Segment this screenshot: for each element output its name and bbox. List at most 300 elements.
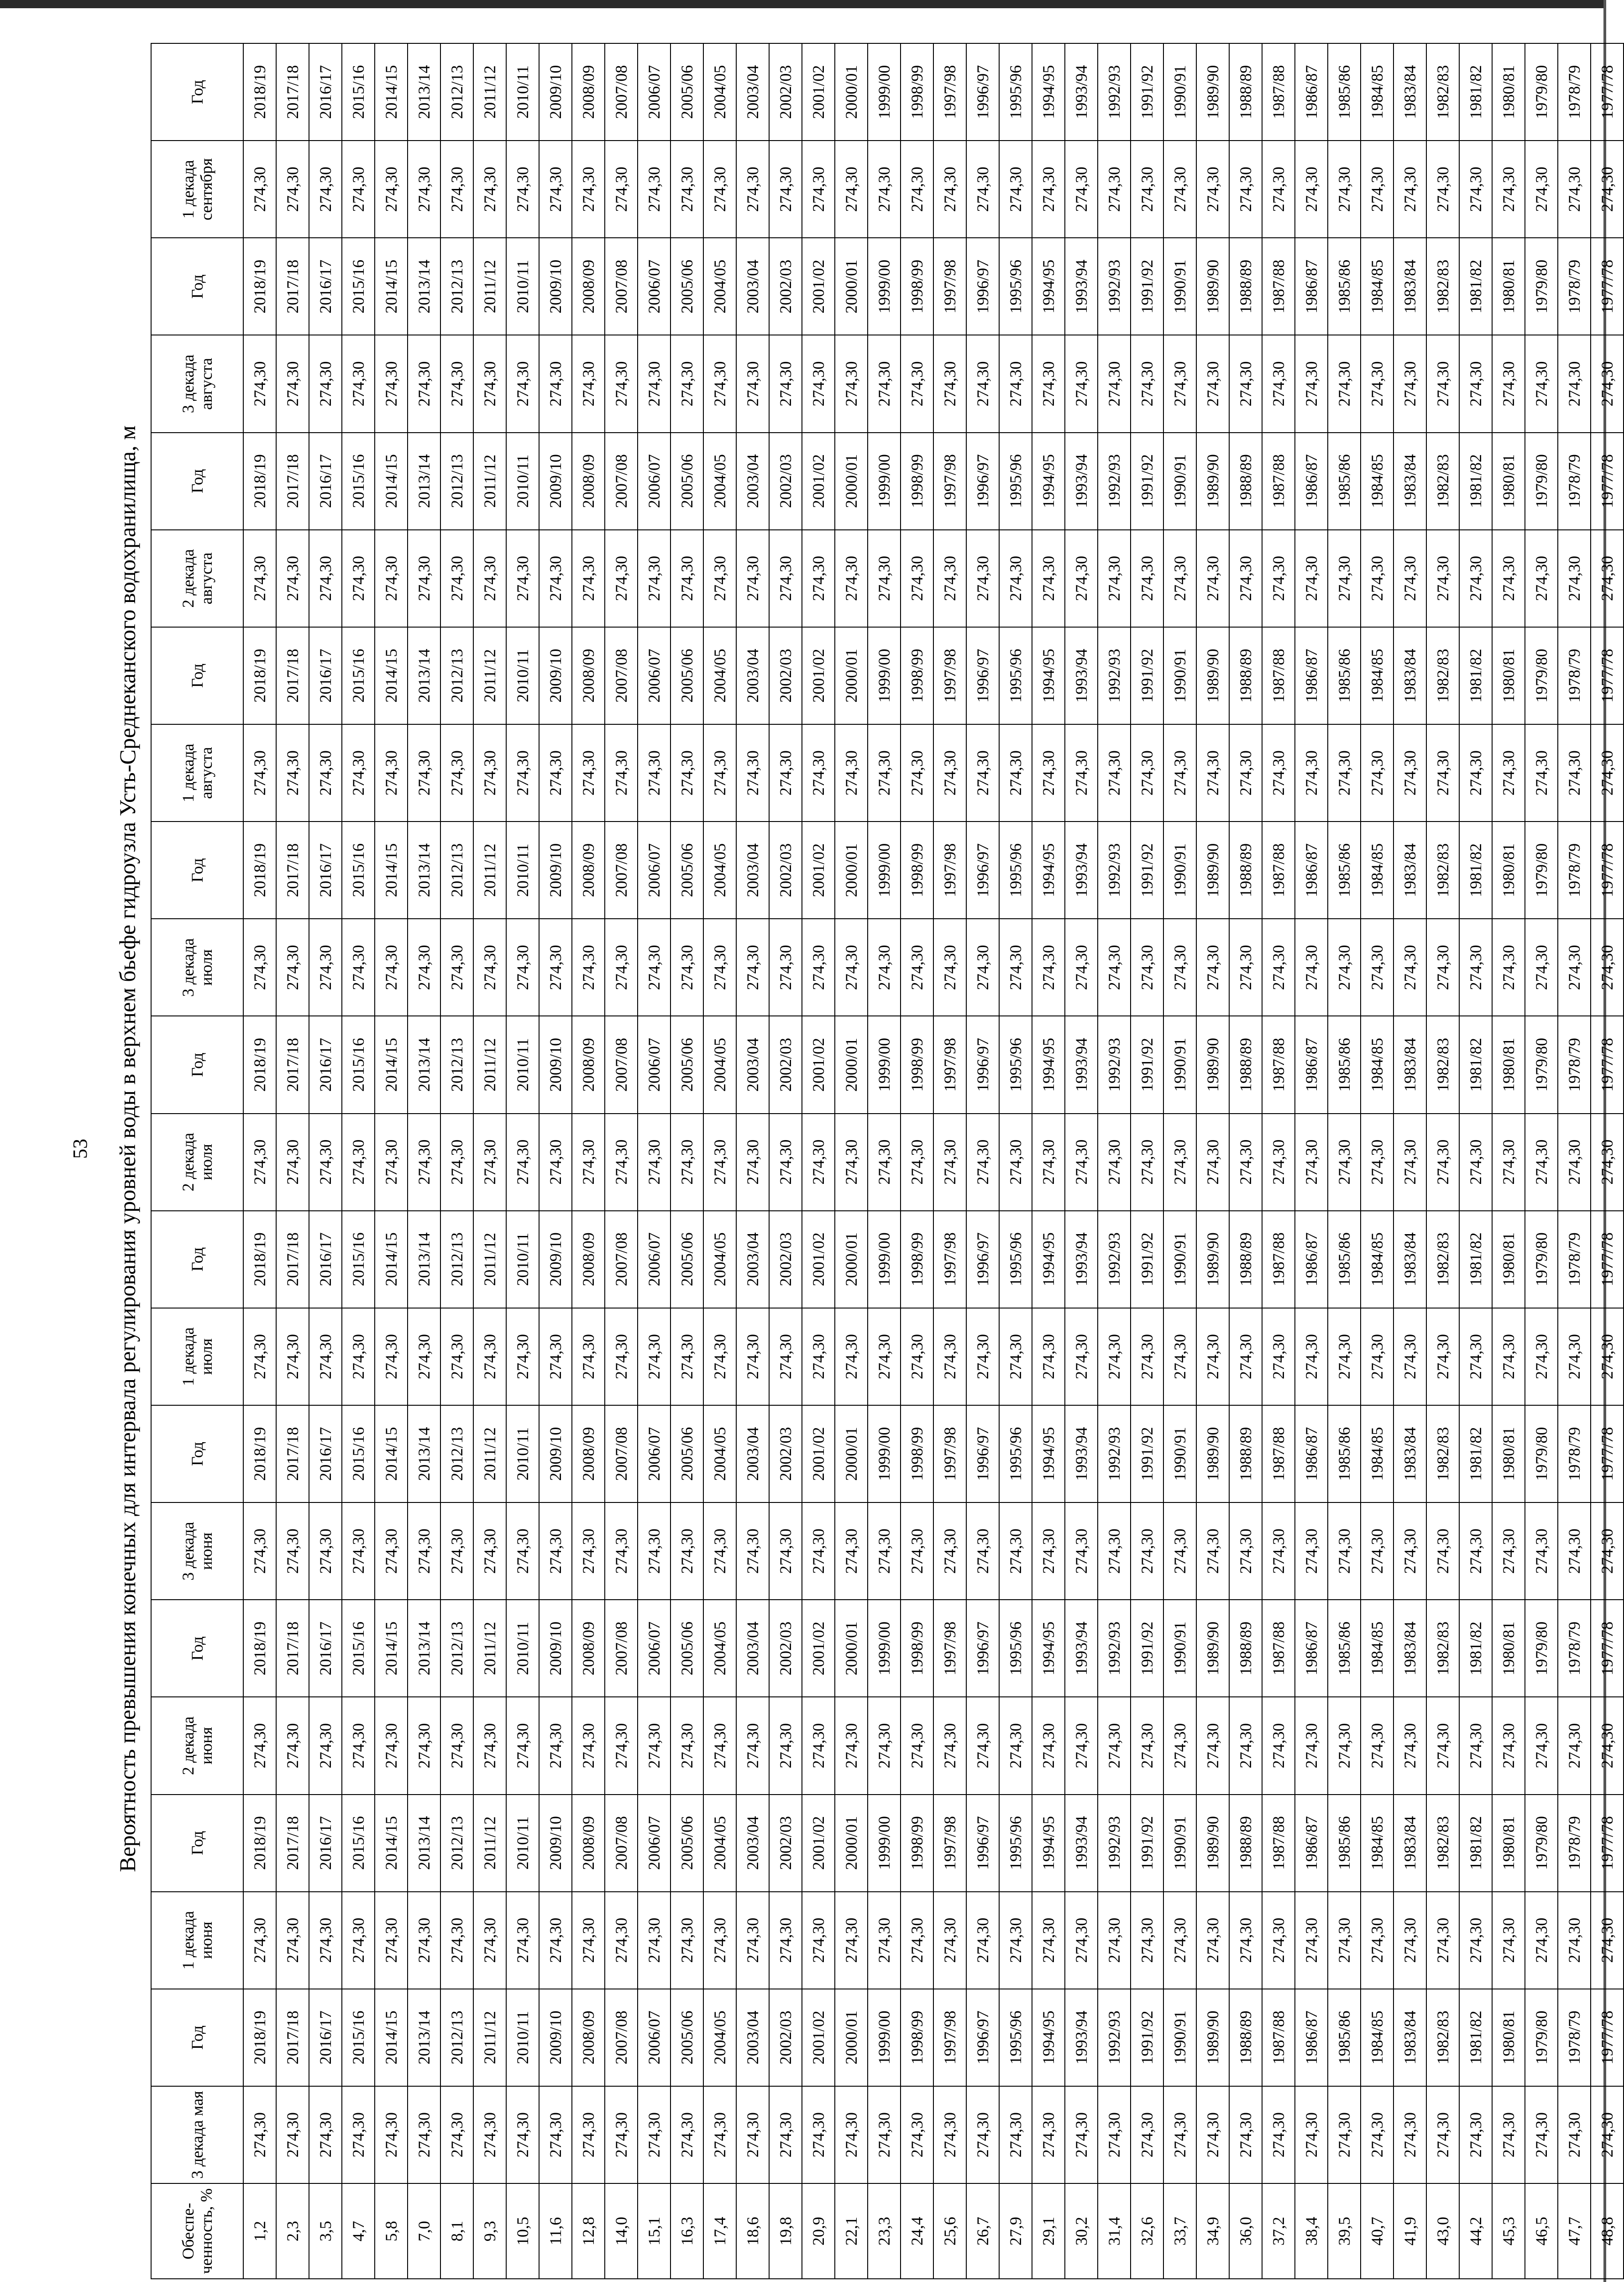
level-cell: 274,30 bbox=[1459, 1114, 1492, 1211]
level-cell: 274,30 bbox=[539, 919, 572, 1016]
level-cell: 274,30 bbox=[1558, 530, 1591, 627]
level-cell: 274,30 bbox=[1065, 724, 1098, 822]
year-cell: 1998/99 bbox=[901, 1795, 933, 1892]
year-cell: 1981/82 bbox=[1459, 627, 1492, 724]
supply-cell: 36,0 bbox=[1229, 2183, 1262, 2279]
year-cell: 2002/03 bbox=[769, 1016, 802, 1113]
level-cell: 274,30 bbox=[933, 335, 966, 432]
level-cell: 274,30 bbox=[1525, 335, 1558, 432]
level-cell: 274,30 bbox=[736, 1114, 769, 1211]
level-cell: 274,30 bbox=[1229, 1892, 1262, 1989]
year-cell: 1995/96 bbox=[999, 1405, 1032, 1502]
year-cell: 2009/10 bbox=[539, 1795, 572, 1892]
year-cell: 1993/94 bbox=[1065, 1989, 1098, 2086]
year-cell: 1985/86 bbox=[1328, 1405, 1361, 1502]
year-cell: 1990/91 bbox=[1163, 433, 1196, 530]
level-cell: 274,30 bbox=[1525, 919, 1558, 1016]
level-cell: 274,30 bbox=[736, 919, 769, 1016]
year-cell: 1981/82 bbox=[1459, 433, 1492, 530]
table-row bbox=[868, 43, 901, 2279]
level-cell: 274,30 bbox=[835, 1502, 868, 1600]
level-cell: 274,30 bbox=[671, 2086, 703, 2183]
level-cell: 274,30 bbox=[802, 1114, 835, 1211]
level-cell: 274,30 bbox=[1295, 335, 1328, 432]
level-cell: 274,30 bbox=[1361, 724, 1393, 822]
year-cell: 2000/01 bbox=[835, 238, 868, 335]
year-cell: 1989/90 bbox=[1196, 1989, 1229, 2086]
year-cell: 1983/84 bbox=[1393, 1989, 1426, 2086]
level-cell: 274,30 bbox=[572, 1308, 605, 1405]
level-cell: 274,30 bbox=[736, 530, 769, 627]
year-cell: 1997/98 bbox=[933, 1989, 966, 2086]
year-cell: 1997/98 bbox=[933, 1600, 966, 1697]
level-cell: 274,30 bbox=[999, 141, 1032, 238]
year-cell: 2007/08 bbox=[605, 433, 638, 530]
year-cell: 2014/15 bbox=[375, 1795, 408, 1892]
level-cell: 274,30 bbox=[1131, 1114, 1163, 1211]
level-cell: 274,30 bbox=[1131, 1502, 1163, 1600]
level-cell: 274,30 bbox=[1361, 1697, 1393, 1794]
year-cell: 1997/98 bbox=[933, 43, 966, 141]
level-cell: 274,30 bbox=[1558, 141, 1591, 238]
year-cell: 2010/11 bbox=[506, 1405, 539, 1502]
level-cell: 274,30 bbox=[1426, 141, 1459, 238]
year-cell: 1991/92 bbox=[1131, 1211, 1163, 1308]
level-cell: 274,30 bbox=[1328, 919, 1361, 1016]
year-cell: 1987/88 bbox=[1262, 1989, 1295, 2086]
level-cell: 274,30 bbox=[802, 141, 835, 238]
year-cell: 2012/13 bbox=[440, 1795, 473, 1892]
table-row bbox=[342, 43, 375, 2279]
year-cell: 1978/79 bbox=[1558, 822, 1591, 919]
level-cell: 274,30 bbox=[868, 724, 901, 822]
level-cell: 274,30 bbox=[703, 724, 736, 822]
year-cell: 2002/03 bbox=[769, 1600, 802, 1697]
year-cell: 1977/78 bbox=[1591, 1405, 1624, 1502]
table-row bbox=[276, 43, 309, 2279]
level-cell: 274,30 bbox=[375, 1892, 408, 1989]
level-cell: 274,30 bbox=[1591, 1308, 1624, 1405]
level-cell: 274,30 bbox=[1591, 2086, 1624, 2183]
year-cell: 2004/05 bbox=[703, 1989, 736, 2086]
level-cell: 274,30 bbox=[1098, 530, 1131, 627]
supply-cell: 17,4 bbox=[703, 2183, 736, 2279]
level-cell: 274,30 bbox=[539, 2086, 572, 2183]
year-cell: 1998/99 bbox=[901, 627, 933, 724]
level-cell: 274,30 bbox=[1065, 919, 1098, 1016]
year-cell: 2001/02 bbox=[802, 43, 835, 141]
year-cell: 1999/00 bbox=[868, 238, 901, 335]
year-cell: 2018/19 bbox=[243, 627, 276, 724]
level-cell: 274,30 bbox=[1032, 2086, 1065, 2183]
year-cell: 2017/18 bbox=[276, 1211, 309, 1308]
year-cell: 2017/18 bbox=[276, 1989, 309, 2086]
year-cell: 1999/00 bbox=[868, 1211, 901, 1308]
level-cell: 274,30 bbox=[1492, 530, 1525, 627]
year-cell: 1997/98 bbox=[933, 433, 966, 530]
year-cell: 1996/97 bbox=[966, 433, 999, 530]
year-cell: 1985/86 bbox=[1328, 822, 1361, 919]
level-cell: 274,30 bbox=[1393, 2086, 1426, 2183]
level-cell: 274,30 bbox=[1262, 1308, 1295, 1405]
level-cell: 274,30 bbox=[1229, 1308, 1262, 1405]
year-cell: 1979/80 bbox=[1525, 1600, 1558, 1697]
year-cell: 2005/06 bbox=[671, 1989, 703, 2086]
level-cell: 274,30 bbox=[868, 919, 901, 1016]
level-cell: 274,30 bbox=[243, 1502, 276, 1600]
level-cell: 274,30 bbox=[1492, 724, 1525, 822]
year-cell: 2004/05 bbox=[703, 627, 736, 724]
year-cell: 1983/84 bbox=[1393, 1211, 1426, 1308]
year-cell: 2004/05 bbox=[703, 433, 736, 530]
level-cell: 274,30 bbox=[1098, 1502, 1131, 1600]
header-year: Год bbox=[151, 822, 243, 919]
supply-cell: 32,6 bbox=[1131, 2183, 1163, 2279]
level-cell: 274,30 bbox=[440, 1114, 473, 1211]
level-cell: 274,30 bbox=[1558, 724, 1591, 822]
year-cell: 2001/02 bbox=[802, 627, 835, 724]
year-cell: 1994/95 bbox=[1032, 1211, 1065, 1308]
year-cell: 1977/78 bbox=[1591, 1211, 1624, 1308]
year-cell: 1993/94 bbox=[1065, 43, 1098, 141]
level-cell: 274,30 bbox=[1426, 335, 1459, 432]
year-cell: 2012/13 bbox=[440, 627, 473, 724]
year-cell: 1996/97 bbox=[966, 1989, 999, 2086]
year-cell: 2000/01 bbox=[835, 43, 868, 141]
level-cell: 274,30 bbox=[1131, 1308, 1163, 1405]
year-cell: 2000/01 bbox=[835, 433, 868, 530]
supply-cell: 39,5 bbox=[1328, 2183, 1361, 2279]
level-cell: 274,30 bbox=[1032, 1892, 1065, 1989]
table-row bbox=[1591, 43, 1624, 2279]
level-cell: 274,30 bbox=[572, 141, 605, 238]
level-cell: 274,30 bbox=[309, 1114, 342, 1211]
level-cell: 274,30 bbox=[933, 724, 966, 822]
table-row bbox=[1131, 43, 1163, 2279]
year-cell: 1996/97 bbox=[966, 1211, 999, 1308]
year-cell: 1981/82 bbox=[1459, 1016, 1492, 1113]
level-cell: 274,30 bbox=[703, 335, 736, 432]
year-cell: 2018/19 bbox=[243, 433, 276, 530]
level-cell: 274,30 bbox=[1262, 1892, 1295, 1989]
year-cell: 1994/95 bbox=[1032, 1016, 1065, 1113]
year-cell: 1978/79 bbox=[1558, 1600, 1591, 1697]
year-cell: 1989/90 bbox=[1196, 1405, 1229, 1502]
year-cell: 2016/17 bbox=[309, 1016, 342, 1113]
level-cell: 274,30 bbox=[276, 1697, 309, 1794]
level-cell: 274,30 bbox=[572, 724, 605, 822]
year-cell: 1981/82 bbox=[1459, 43, 1492, 141]
year-cell: 1987/88 bbox=[1262, 627, 1295, 724]
year-cell: 1994/95 bbox=[1032, 238, 1065, 335]
year-cell: 1995/96 bbox=[999, 822, 1032, 919]
level-cell: 274,30 bbox=[539, 141, 572, 238]
level-cell: 274,30 bbox=[1098, 141, 1131, 238]
supply-cell: 31,4 bbox=[1098, 2183, 1131, 2279]
level-cell: 274,30 bbox=[802, 335, 835, 432]
level-cell: 274,30 bbox=[1525, 1308, 1558, 1405]
year-cell: 2001/02 bbox=[802, 1405, 835, 1502]
header-year: Год bbox=[151, 238, 243, 335]
year-cell: 1999/00 bbox=[868, 1795, 901, 1892]
level-cell: 274,30 bbox=[1131, 724, 1163, 822]
year-cell: 1996/97 bbox=[966, 238, 999, 335]
year-cell: 1992/93 bbox=[1098, 627, 1131, 724]
year-cell: 2000/01 bbox=[835, 1016, 868, 1113]
level-cell: 274,30 bbox=[966, 335, 999, 432]
year-cell: 2002/03 bbox=[769, 238, 802, 335]
level-cell: 274,30 bbox=[1295, 1308, 1328, 1405]
year-cell: 2005/06 bbox=[671, 822, 703, 919]
year-cell: 2013/14 bbox=[408, 1600, 440, 1697]
level-cell: 274,30 bbox=[1196, 919, 1229, 1016]
level-cell: 274,30 bbox=[736, 141, 769, 238]
year-cell: 2012/13 bbox=[440, 1016, 473, 1113]
year-cell: 2018/19 bbox=[243, 822, 276, 919]
year-cell: 2001/02 bbox=[802, 1989, 835, 2086]
level-cell: 274,30 bbox=[1492, 1892, 1525, 1989]
year-cell: 1984/85 bbox=[1361, 1405, 1393, 1502]
level-cell: 274,30 bbox=[1295, 1114, 1328, 1211]
level-cell: 274,30 bbox=[802, 1308, 835, 1405]
level-cell: 274,30 bbox=[605, 724, 638, 822]
level-cell: 274,30 bbox=[1492, 1697, 1525, 1794]
year-cell: 2007/08 bbox=[605, 1795, 638, 1892]
level-cell: 274,30 bbox=[671, 1892, 703, 1989]
level-cell: 274,30 bbox=[408, 724, 440, 822]
year-cell: 2017/18 bbox=[276, 822, 309, 919]
year-cell: 2012/13 bbox=[440, 1211, 473, 1308]
year-cell: 1987/88 bbox=[1262, 1016, 1295, 1113]
year-cell: 2017/18 bbox=[276, 238, 309, 335]
year-cell: 1977/78 bbox=[1591, 1795, 1624, 1892]
level-cell: 274,30 bbox=[1591, 530, 1624, 627]
level-cell: 274,30 bbox=[1262, 1697, 1295, 1794]
level-cell: 274,30 bbox=[1196, 530, 1229, 627]
level-cell: 274,30 bbox=[638, 1892, 671, 1989]
year-cell: 2002/03 bbox=[769, 1989, 802, 2086]
year-cell: 2004/05 bbox=[703, 1016, 736, 1113]
level-cell: 274,30 bbox=[966, 530, 999, 627]
level-cell: 274,30 bbox=[638, 1308, 671, 1405]
level-cell: 274,30 bbox=[1262, 2086, 1295, 2183]
level-cell: 274,30 bbox=[276, 1892, 309, 1989]
level-cell: 274,30 bbox=[1229, 335, 1262, 432]
year-cell: 2015/16 bbox=[342, 627, 375, 724]
year-cell: 1995/96 bbox=[999, 433, 1032, 530]
year-cell: 1992/93 bbox=[1098, 1016, 1131, 1113]
level-cell: 274,30 bbox=[1131, 530, 1163, 627]
year-cell: 2011/12 bbox=[473, 1016, 506, 1113]
year-cell: 1988/89 bbox=[1229, 1795, 1262, 1892]
header-decade: 3 декада августа bbox=[151, 335, 243, 432]
level-cell: 274,30 bbox=[1426, 724, 1459, 822]
level-cell: 274,30 bbox=[506, 1892, 539, 1989]
year-cell: 2016/17 bbox=[309, 822, 342, 919]
level-cell: 274,30 bbox=[769, 530, 802, 627]
year-cell: 2015/16 bbox=[342, 1211, 375, 1308]
level-cell: 274,30 bbox=[572, 1114, 605, 1211]
year-cell: 2006/07 bbox=[638, 822, 671, 919]
level-cell: 274,30 bbox=[1525, 1697, 1558, 1794]
year-cell: 1999/00 bbox=[868, 1600, 901, 1697]
level-cell: 274,30 bbox=[605, 1697, 638, 1794]
year-cell: 1980/81 bbox=[1492, 43, 1525, 141]
year-cell: 1990/91 bbox=[1163, 1405, 1196, 1502]
level-cell: 274,30 bbox=[506, 1502, 539, 1600]
year-cell: 2007/08 bbox=[605, 238, 638, 335]
level-cell: 274,30 bbox=[1492, 919, 1525, 1016]
year-cell: 1979/80 bbox=[1525, 1405, 1558, 1502]
year-cell: 1999/00 bbox=[868, 822, 901, 919]
level-cell: 274,30 bbox=[703, 1697, 736, 1794]
year-cell: 1978/79 bbox=[1558, 433, 1591, 530]
level-cell: 274,30 bbox=[473, 141, 506, 238]
level-cell: 274,30 bbox=[1032, 919, 1065, 1016]
year-cell: 1994/95 bbox=[1032, 822, 1065, 919]
level-cell: 274,30 bbox=[835, 335, 868, 432]
year-cell: 2010/11 bbox=[506, 627, 539, 724]
year-cell: 1985/86 bbox=[1328, 433, 1361, 530]
year-cell: 1980/81 bbox=[1492, 1795, 1525, 1892]
level-cell: 274,30 bbox=[1591, 1114, 1624, 1211]
level-cell: 274,30 bbox=[375, 530, 408, 627]
level-cell: 274,30 bbox=[901, 1892, 933, 1989]
level-cell: 274,30 bbox=[1426, 1308, 1459, 1405]
year-cell: 2005/06 bbox=[671, 433, 703, 530]
year-cell: 2002/03 bbox=[769, 1795, 802, 1892]
table-row bbox=[408, 43, 440, 2279]
year-cell: 2007/08 bbox=[605, 43, 638, 141]
year-cell: 2004/05 bbox=[703, 1405, 736, 1502]
year-cell: 2015/16 bbox=[342, 1600, 375, 1697]
level-cell: 274,30 bbox=[736, 335, 769, 432]
year-cell: 1989/90 bbox=[1196, 1211, 1229, 1308]
page-number: 53 bbox=[69, 1139, 91, 1159]
supply-cell: 12,8 bbox=[572, 2183, 605, 2279]
level-cell: 274,30 bbox=[1525, 1502, 1558, 1600]
year-cell: 1983/84 bbox=[1393, 627, 1426, 724]
year-cell: 2003/04 bbox=[736, 1795, 769, 1892]
level-cell: 274,30 bbox=[802, 1502, 835, 1600]
year-cell: 1982/83 bbox=[1426, 238, 1459, 335]
year-cell: 1980/81 bbox=[1492, 822, 1525, 919]
year-cell: 1979/80 bbox=[1525, 43, 1558, 141]
level-cell: 274,30 bbox=[572, 1697, 605, 1794]
supply-cell: 34,9 bbox=[1196, 2183, 1229, 2279]
year-cell: 1987/88 bbox=[1262, 1600, 1295, 1697]
level-cell: 274,30 bbox=[1065, 1697, 1098, 1794]
year-cell: 1992/93 bbox=[1098, 1211, 1131, 1308]
supply-cell: 7,0 bbox=[408, 2183, 440, 2279]
level-cell: 274,30 bbox=[638, 919, 671, 1016]
level-cell: 274,30 bbox=[440, 1697, 473, 1794]
year-cell: 1980/81 bbox=[1492, 1405, 1525, 1502]
year-cell: 1997/98 bbox=[933, 238, 966, 335]
level-cell: 274,30 bbox=[572, 1892, 605, 1989]
level-cell: 274,30 bbox=[802, 919, 835, 1016]
level-cell: 274,30 bbox=[769, 724, 802, 822]
level-cell: 274,30 bbox=[769, 1697, 802, 1794]
level-cell: 274,30 bbox=[375, 1502, 408, 1600]
supply-cell: 5,8 bbox=[375, 2183, 408, 2279]
level-cell: 274,30 bbox=[605, 2086, 638, 2183]
supply-cell: 24,4 bbox=[901, 2183, 933, 2279]
year-cell: 2008/09 bbox=[572, 1016, 605, 1113]
supply-cell: 48,8 bbox=[1591, 2183, 1624, 2279]
level-cell: 274,30 bbox=[1492, 141, 1525, 238]
year-cell: 2001/02 bbox=[802, 238, 835, 335]
year-cell: 2003/04 bbox=[736, 627, 769, 724]
year-cell: 1983/84 bbox=[1393, 238, 1426, 335]
table-row bbox=[966, 43, 999, 2279]
level-cell: 274,30 bbox=[1492, 1502, 1525, 1600]
level-cell: 274,30 bbox=[999, 530, 1032, 627]
level-cell: 274,30 bbox=[1328, 530, 1361, 627]
header-year: Год bbox=[151, 1795, 243, 1892]
level-cell: 274,30 bbox=[638, 724, 671, 822]
year-cell: 2011/12 bbox=[473, 1211, 506, 1308]
level-cell: 274,30 bbox=[243, 530, 276, 627]
level-cell: 274,30 bbox=[539, 1308, 572, 1405]
level-cell: 274,30 bbox=[802, 2086, 835, 2183]
level-cell: 274,30 bbox=[638, 1114, 671, 1211]
level-cell: 274,30 bbox=[671, 1308, 703, 1405]
year-cell: 1985/86 bbox=[1328, 627, 1361, 724]
year-cell: 2015/16 bbox=[342, 433, 375, 530]
year-cell: 1979/80 bbox=[1525, 238, 1558, 335]
header-decade: 3 декада июня bbox=[151, 1502, 243, 1600]
year-cell: 1984/85 bbox=[1361, 822, 1393, 919]
level-cell: 274,30 bbox=[506, 724, 539, 822]
year-cell: 2005/06 bbox=[671, 1600, 703, 1697]
level-cell: 274,30 bbox=[1163, 1308, 1196, 1405]
level-cell: 274,30 bbox=[276, 724, 309, 822]
supply-cell: 40,7 bbox=[1361, 2183, 1393, 2279]
level-cell: 274,30 bbox=[309, 2086, 342, 2183]
level-cell: 274,30 bbox=[769, 919, 802, 1016]
year-cell: 2016/17 bbox=[309, 1795, 342, 1892]
level-cell: 274,30 bbox=[802, 1697, 835, 1794]
year-cell: 2014/15 bbox=[375, 822, 408, 919]
level-cell: 274,30 bbox=[605, 1308, 638, 1405]
year-cell: 2017/18 bbox=[276, 627, 309, 724]
level-cell: 274,30 bbox=[1262, 1502, 1295, 1600]
level-cell: 274,30 bbox=[1262, 1114, 1295, 1211]
year-cell: 1980/81 bbox=[1492, 1016, 1525, 1113]
level-cell: 274,30 bbox=[901, 1697, 933, 1794]
header-decade: 2 декада августа bbox=[151, 530, 243, 627]
table-row bbox=[933, 43, 966, 2279]
level-cell: 274,30 bbox=[933, 530, 966, 627]
year-cell: 1977/78 bbox=[1591, 627, 1624, 724]
year-cell: 1993/94 bbox=[1065, 627, 1098, 724]
supply-cell: 8,1 bbox=[440, 2183, 473, 2279]
level-cell: 274,30 bbox=[440, 724, 473, 822]
level-cell: 274,30 bbox=[1558, 1114, 1591, 1211]
level-cell: 274,30 bbox=[243, 1114, 276, 1211]
year-cell: 2014/15 bbox=[375, 1405, 408, 1502]
level-cell: 274,30 bbox=[1459, 1502, 1492, 1600]
level-cell: 274,30 bbox=[736, 2086, 769, 2183]
table-row bbox=[506, 43, 539, 2279]
level-cell: 274,30 bbox=[1229, 1502, 1262, 1600]
level-cell: 274,30 bbox=[1196, 1697, 1229, 1794]
level-cell: 274,30 bbox=[342, 1502, 375, 1600]
level-cell: 274,30 bbox=[276, 2086, 309, 2183]
level-cell: 274,30 bbox=[506, 530, 539, 627]
year-cell: 2003/04 bbox=[736, 433, 769, 530]
